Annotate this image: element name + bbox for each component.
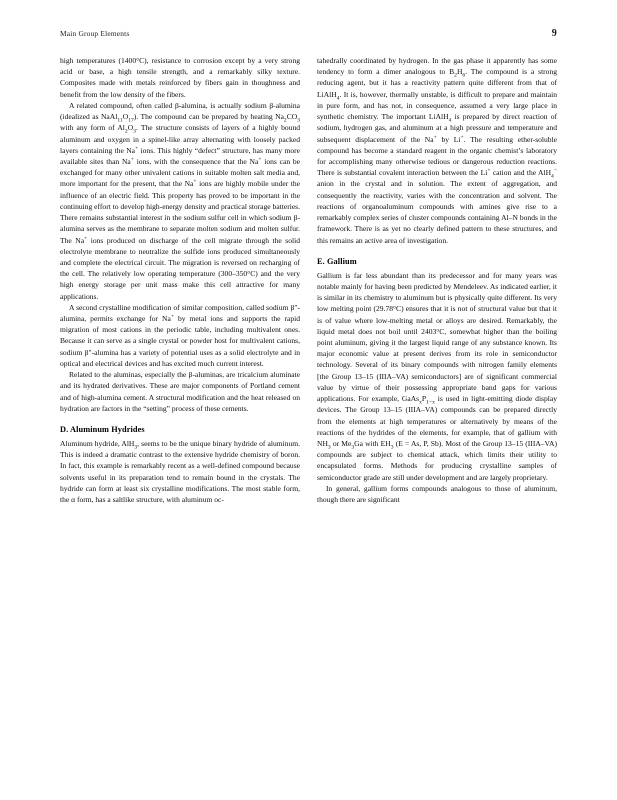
section-heading-aluminum-hydrides: D. Aluminum Hydrides xyxy=(60,425,145,434)
running-head xyxy=(60,28,557,39)
paragraph: Gallium is far less abundant than its predecessor and for many years was notable mainly for having been predicted by Mendeleev. As indicated earlier, it is similar in its chemistry to aluminum but is physically quite different. Its very low melting point (29.78°C) ensures that it is not of structural value but that it is of value where low-melting metal or alloys are desired. Remarkably, the liquid metal does not boil until 2403°C, somewhat higher than the boiling point aluminum, giving it the largest liquid range of any substance known. Its major economic value at present derives from its role in semiconductor technology. Several of its binary compounds with nitrogen family elements [the Group 13–15 (IIIA–VA) semiconductors] are of significant commercial value by virtue of their possessing appropriate band gaps for various applications. For example, $GaAs_xP_{1-x}$ is used in light-emitting diode display devices. The Group 13–15 (IIIA–VA) compounds can be prepared directly from the elements at high temperatures or alternatively by means of the reactions of the hydrides of the elements, for example, that of gallium with $NH_3$ or $Me_3Ga$ with $EH_3$ (E = As, P, Sb). Most of the Group 13–15 (IIIA–VA) compounds are subject to chemical attack, which limits their utility to encapsulated forms. Methods for producing crystalline samples of semiconductor grade are still under development and are largely proprietary. xyxy=(317,270,557,482)
paragraph: Related to the aluminas, especially the β-aluminas, are tricalcium aluminate and its hydrated derivatives. These are major components of Portland cement and of high-alumina cement. A structural modification and the heat released on hydration are factors in the “setting” process of these cements. xyxy=(60,370,300,413)
paragraph: tahedrally coordinated by hydrogen. In the gas phase it apparently has some tendency to form a dimer analogous to $B_2H_6$. The compound is a strong reducing agent, but it has a reactivity pattern quite different from that of LiAlH$_4$. It is, however, thermally unstable, is difficult to prepare and maintain in pure form, and has not, in consequence, assumed a very large place in synthetic chemistry. The important LiAlH$_4$ is prepared by direct reaction of sodium, hydrogen gas, and aluminum at a high pressure and temperature and subsequent displacement of the Na+ by Li+. The resulting ether-soluble compound has become a standard reagent in the organic chemist’s laboratory for accomplishing many otherwise tedious or dangerous reduction reactions. There is substantial covalent interaction between the Li+ cation and the AlH$_4$− anion in the crystal and in solution. The extent of aggregation, and consequently the reactivity, varies with the concentration and solvent. The reactions of organoaluminum compounds with amines give rise to a remarkably complex series of cluster compounds containing Al–N bonds in the framework. There is as yet no clearly defined pattern to these structures, and this remains an active area of investigation. xyxy=(317,56,557,245)
paragraph: In general, gallium forms compounds analogous to those of aluminum, though there are significant xyxy=(317,483,557,505)
left-column xyxy=(60,55,300,505)
paragraph: A related compound, often called β-alumina, is actually sodium β-alumina (idealized as $NaAl_{11}O_{17}$). The compound can be prepared by heating $Na_2CO_3$ with any form of $Al_2O_3$. The structure consists of layers of a highly bound aluminum and oxygen in a spinel-like array alternating with loosely packed layers containing the Na+ ions. This highly “defect” structure, has many more available sites than Na+ ions, with the consequence that the Na+ ions can be exchanged for many other univalent cations in suitable molten salt media and, more important for the present, that the Na+ ions are highly mobile under the influence of an electric field. This property has proved to be important in the continuing effort to develop high-energy density and practical storage batteries. There remains substantial interest in the sodium sulfur cell in which sodium β-alumina serves as the membrane to separate molten sodium and molten sulfur. The Na+ ions produced on discharge of the cell migrate through the solid electrolyte membrane to neutralize the sulfide ions produced simultaneously and complete the electrical circuit. The migration is reversed on recharging of the cell. The relatively low operating temperature (300–350°C) and the very high energy storage per unit mass make this cell attractive for many applications. xyxy=(60,100,301,301)
right-column xyxy=(317,55,557,505)
section-heading-gallium: E. Gallium xyxy=(317,256,357,266)
paragraph: A second crystalline modification of similar composition, called sodium β″-alumina, permits exchange for Na+ by metal ions and supports the rapid migration of most cations in the periodic table, including multivalent ones. Because it can serve as a single crystal or powder host for multivalent cations, sodium β″-alumina has a variety of potential uses as a solid electrolyte and in optical and electrical devices and has excited much current interest. xyxy=(60,302,300,368)
paragraph: high temperatures (1400°C), resistance to corrosion except by a very strong acid or base, a high tensile strength, and a remarkably silky texture. Composites made with metals reinforced by fibers gain in thoughness and benefit from the low density of the fibers. xyxy=(60,56,300,99)
two-column-body xyxy=(60,55,557,505)
page-number: 9 xyxy=(551,28,557,39)
paragraph: Aluminum hydride, AlH$_3$, seems to be the unique binary hydride of aluminum. This is indeed a dramatic contrast to the extensive hydride chemistry of boron. In fact, this example is remarkably recent as a well-defined compound because solvents useful in its preparation tend to remain bound in the crystals. The hydride can form at least six crystalline modifications. The most stable form, the α form, has a saltlike structure, with aluminum oc- xyxy=(60,439,300,505)
running-head-title: Main Group Elements xyxy=(60,29,130,38)
